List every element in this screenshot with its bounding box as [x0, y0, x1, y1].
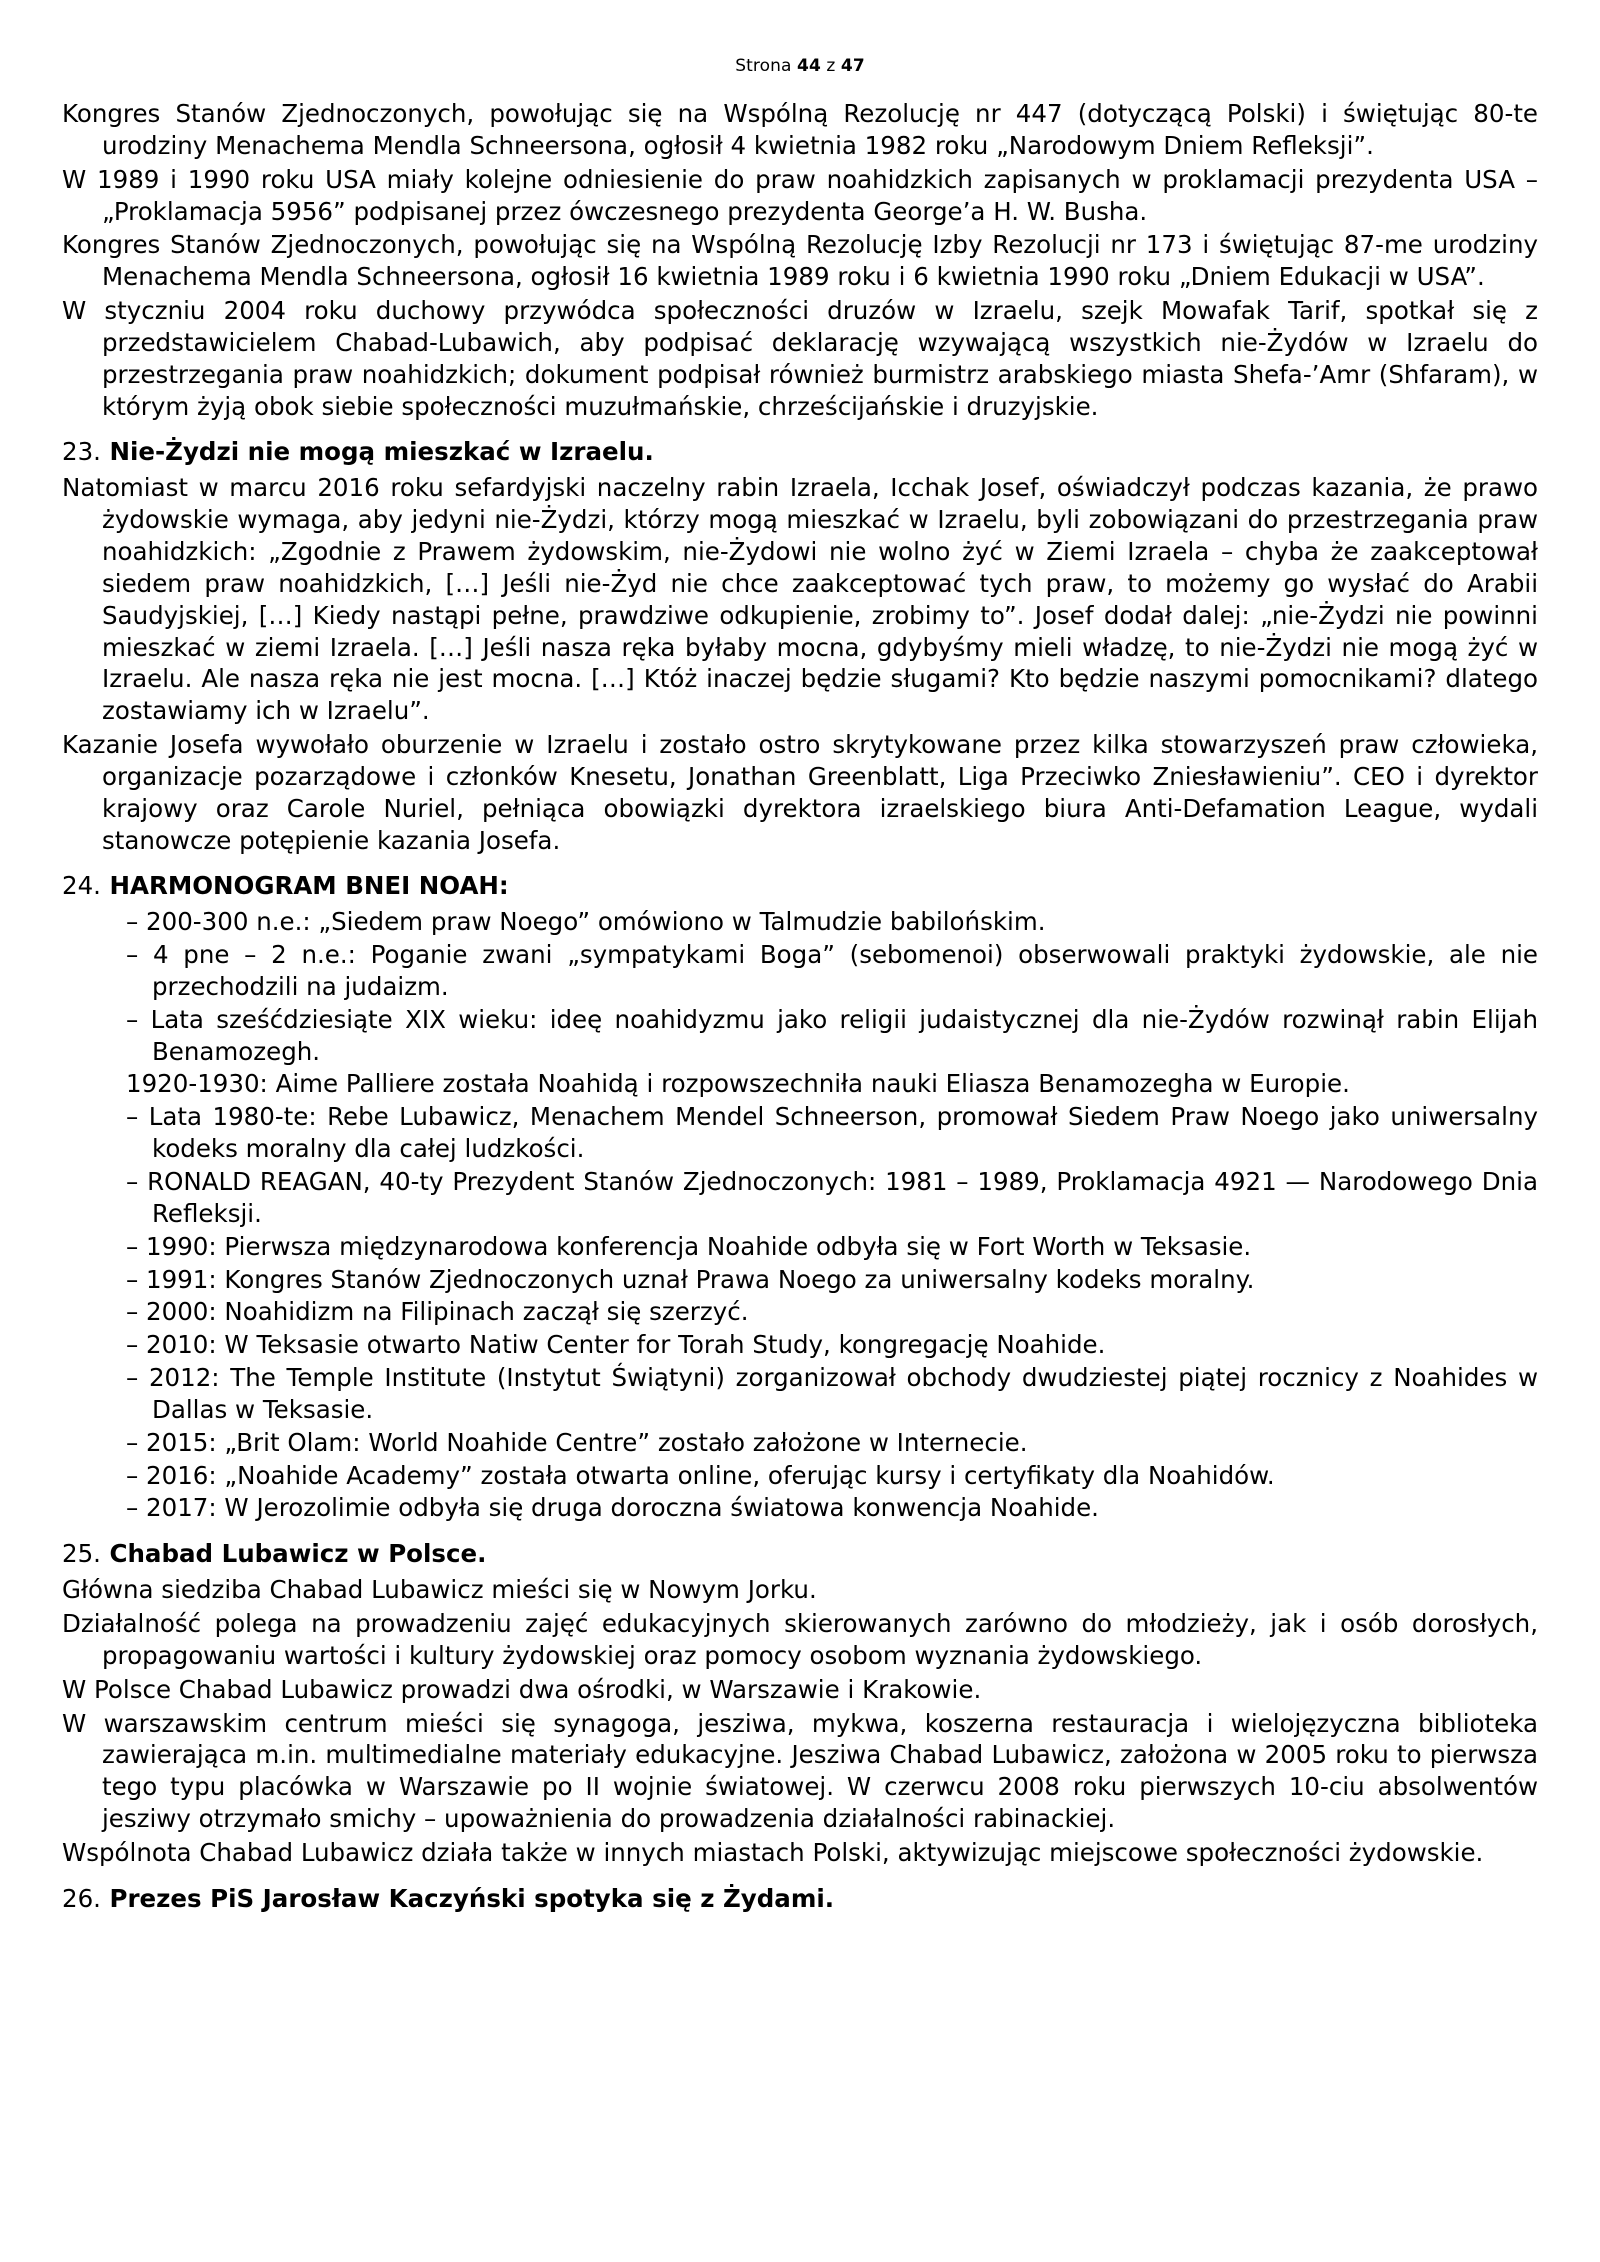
list-item	[126, 939, 1538, 1003]
section-heading-24	[62, 870, 1538, 902]
section-title-26: Prezes PiS Jarosław Kaczyński spotyka się z Żydami.	[109, 1883, 835, 1913]
list-item-text: – 4 pne – 2 n.e.: Poganie zwani „sympatykami Boga” (sebomenoi) obserwowali praktyki żydowskie, ale nie przechodzili na judaizm.	[126, 940, 1538, 1001]
page-header	[62, 56, 1538, 76]
paragraph-25-2: Działalność polega na prowadzeniu zajęć edukacyjnych skierowanych zarówno do młodzieży, jak i osób dorosłych, propagowaniu wartości i kultury żydowskiej oraz pomocy osobom wyznania żydowskiego.	[62, 1608, 1538, 1670]
list-item	[126, 1231, 1538, 1263]
paragraph-intro-4: W styczniu 2004 roku duchowy przywódca społeczności druzów w Izraelu, szejk Mowafak Tarif, spotkał się z przedstawicielem Chabad-Lubawich, aby podpisać deklarację wzywającą wszystkich nie-Żydów w Izraelu do przestrzegania praw noahidzkich; dokument podpisał również burmistrz arabskiego miasta Shefa-’Amr (Shfaram), w którym żyją obok siebie społeczności muzułmańskie, chrześcijańskie i druzyjskie.	[62, 296, 1538, 421]
section-heading-23	[62, 436, 1538, 468]
section-number-25: 25.	[62, 1539, 101, 1569]
page-total: 47	[840, 56, 865, 76]
section-heading-25	[62, 1538, 1538, 1570]
list-item-text: – 2015: „Brit Olam: World Noahide Centre” zostało założone w Internecie.	[126, 1427, 1028, 1457]
list-item	[126, 1427, 1538, 1459]
list-item	[126, 906, 1538, 938]
paragraph-25-4: W warszawskim centrum mieści się synagoga, jesziwa, mykwa, koszerna restauracja i wielojęzyczna biblioteka zawierająca m.in. multimedialne materiały edukacyjne. Jesziwa Chabad Lubawicz, założona w 2005 roku to pierwsza tego typu placówka w Warszawie po II wojnie światowej. W czerwcu 2008 roku pierwszych 10-ciu absolwentów jesziwy otrzymało smichy – upoważnienia do prowadzenia działalności rabinackiej.	[62, 1708, 1538, 1834]
section-heading-26	[62, 1883, 1538, 1915]
section-title-23: Nie-Żydzi nie mogą mieszkać w Izraelu.	[109, 437, 654, 467]
list-item	[126, 1166, 1538, 1230]
list-item-text: – 2012: The Temple Institute (Instytut Świątyni) zorganizował obchody dwudziestej piątej rocznicy z Noahides w Dallas w Teksasie.	[126, 1363, 1538, 1424]
paragraph-23-2: Kazanie Josefa wywołało oburzenie w Izraelu i zostało ostro skrytykowane przez kilka stowarzyszeń praw człowieka, organizacje pozarządowe i członków Knesetu, Jonathan Greenblatt, Liga Przeciwko Zniesławieniu”. CEO i dyrektor krajowy oraz Carole Nuriel, pełniąca obowiązki dyrektora izraelskiego biura Anti-Defamation League, wydali stanowcze potępienie kazania Josefa.	[62, 730, 1538, 855]
list-item	[126, 1264, 1538, 1296]
list-item	[126, 1492, 1538, 1524]
list-item-text: 1920-1930: Aime Palliere została Noahidą i rozpowszechniła nauki Eliasza Benamozegha w Europie.	[126, 1069, 1350, 1099]
page-number: 44	[797, 56, 821, 76]
list-item-text: – 1991: Kongres Stanów Zjednoczonych uznał Prawa Noego za uniwersalny kodeks moralny.	[126, 1264, 1255, 1294]
page-header-middle: z	[820, 56, 841, 76]
section-title-25: Chabad Lubawicz w Polsce.	[109, 1539, 487, 1569]
paragraph-intro-3: Kongres Stanów Zjednoczonych, powołując się na Wspólną Rezolucję Izby Rezolucji nr 173 i świętując 87-me urodziny Menachema Mendla Schneersona, ogłosił 16 kwietnia 1989 roku i 6 kwietnia 1990 roku „Dniem Edukacji w USA”.	[62, 230, 1538, 292]
paragraph-25-1: Główna siedziba Chabad Lubawicz mieści się w Nowym Jorku.	[62, 1575, 817, 1605]
page-bottom-space	[62, 1919, 1538, 1937]
list-item	[126, 1296, 1538, 1328]
section-number-24: 24.	[62, 871, 101, 901]
paragraph-intro-1: Kongres Stanów Zjednoczonych, powołując się na Wspólną Rezolucję nr 447 (dotyczącą Polski) i świętując 80-te urodziny Menachema Mendla Schneersona, ogłosił 4 kwietnia 1982 roku „Narodowym Dniem Refleksji”.	[62, 99, 1538, 160]
paragraph-intro-2: W 1989 i 1990 roku USA miały kolejne odniesienie do praw noahidzkich zapisanych w proklamacji prezydenta USA – „Proklamacja 5956” podpisanej przez ówczesnego prezydenta George’a H. W. Busha.	[62, 164, 1538, 226]
list-item-text: – 2016: „Noahide Academy” została otwarta online, oferując kursy i certyfikaty dla Noahidów.	[126, 1460, 1275, 1490]
list-item-text: – Lata 1980-te: Rebe Lubawicz, Menachem Mendel Schneerson, promował Siedem Praw Noego jako uniwersalny kodeks moralny dla całej ludzkości.	[126, 1102, 1538, 1164]
list-item	[126, 1460, 1538, 1492]
list-item-text: – 200-300 n.e.: „Siedem praw Noego” omówiono w Talmudzie babilońskim.	[126, 907, 1046, 937]
list-item	[126, 1004, 1538, 1068]
list-item-text: – 2010: W Teksasie otwarto Natiw Center for Torah Study, kongregację Noahide.	[126, 1330, 1106, 1360]
list-item-text: – 2017: W Jerozolimie odbyła się druga doroczna światowa konwencja Noahide.	[126, 1493, 1099, 1523]
paragraph-25-5: Wspólnota Chabad Lubawicz działa także w innych miastach Polski, aktywizując miejscowe społeczności żydowskie.	[62, 1837, 1484, 1867]
page-header-prefix: Strona	[735, 56, 798, 76]
section-number-26: 26.	[62, 1883, 101, 1913]
list-item-text: – 2000: Noahidizm na Filipinach zaczął się szerzyć.	[126, 1297, 749, 1327]
list-item-text: – 1990: Pierwsza międzynarodowa konferencja Noahide odbyła się w Fort Worth w Teksasie.	[126, 1231, 1252, 1261]
list-item	[126, 1068, 1538, 1100]
list-item-text: – Lata sześćdziesiąte XIX wieku: ideę noahidyzmu jako religii judaistycznej dla nie-Żydów rozwinął rabin Elijah Benamozegh.	[126, 1004, 1538, 1066]
paragraph-25-3: W Polsce Chabad Lubawicz prowadzi dwa ośrodki, w Warszawie i Krakowie.	[62, 1674, 982, 1704]
list-item	[126, 1329, 1538, 1361]
timeline-list	[62, 906, 1538, 1524]
list-item	[126, 1362, 1538, 1426]
list-item-text: – RONALD REAGAN, 40-ty Prezydent Stanów Zjednoczonych: 1981 – 1989, Proklamacja 4921 — Narodowego Dnia Refleksji.	[126, 1167, 1538, 1228]
section-number-23: 23.	[62, 437, 101, 467]
paragraph-23-1: Natomiast w marcu 2016 roku sefardyjski naczelny rabin Izraela, Icchak Josef, oświadczył podczas kazania, że prawo żydowskie wymaga, aby jedyni nie-Żydzi, którzy mogą mieszkać w Izraelu, byli zobowiązani do przestrzegania praw noahidzkich: „Zgodnie z Prawem żydowskim, nie-Żydowi nie wolno żyć w Ziemi Izraela – chyba że zaakceptował siedem praw noahidzkich, […] Jeśli nie-Żyd nie chce zaakceptować tych praw, to możemy go wysłać do Arabii Saudyjskiej, […] Kiedy nastąpi pełne, prawdziwe odkupienie, zrobimy to”. Josef dodał dalej: „nie-Żydzi nie powinni mieszkać w ziemi Izraela. […] Jeśli nasza ręka byłaby mocna, gdybyśmy mieli władzę, to nie-Żydzi nie mogą żyć w Izraelu. Ale nasza ręka nie jest mocna. […] Któż inaczej będzie sługami? Kto będzie naszymi pomocnikami? dlatego zostawiamy ich w Izraelu”.	[62, 473, 1538, 726]
section-title-24: HARMONOGRAM BNEI NOAH:	[109, 871, 509, 901]
list-item	[126, 1101, 1538, 1165]
